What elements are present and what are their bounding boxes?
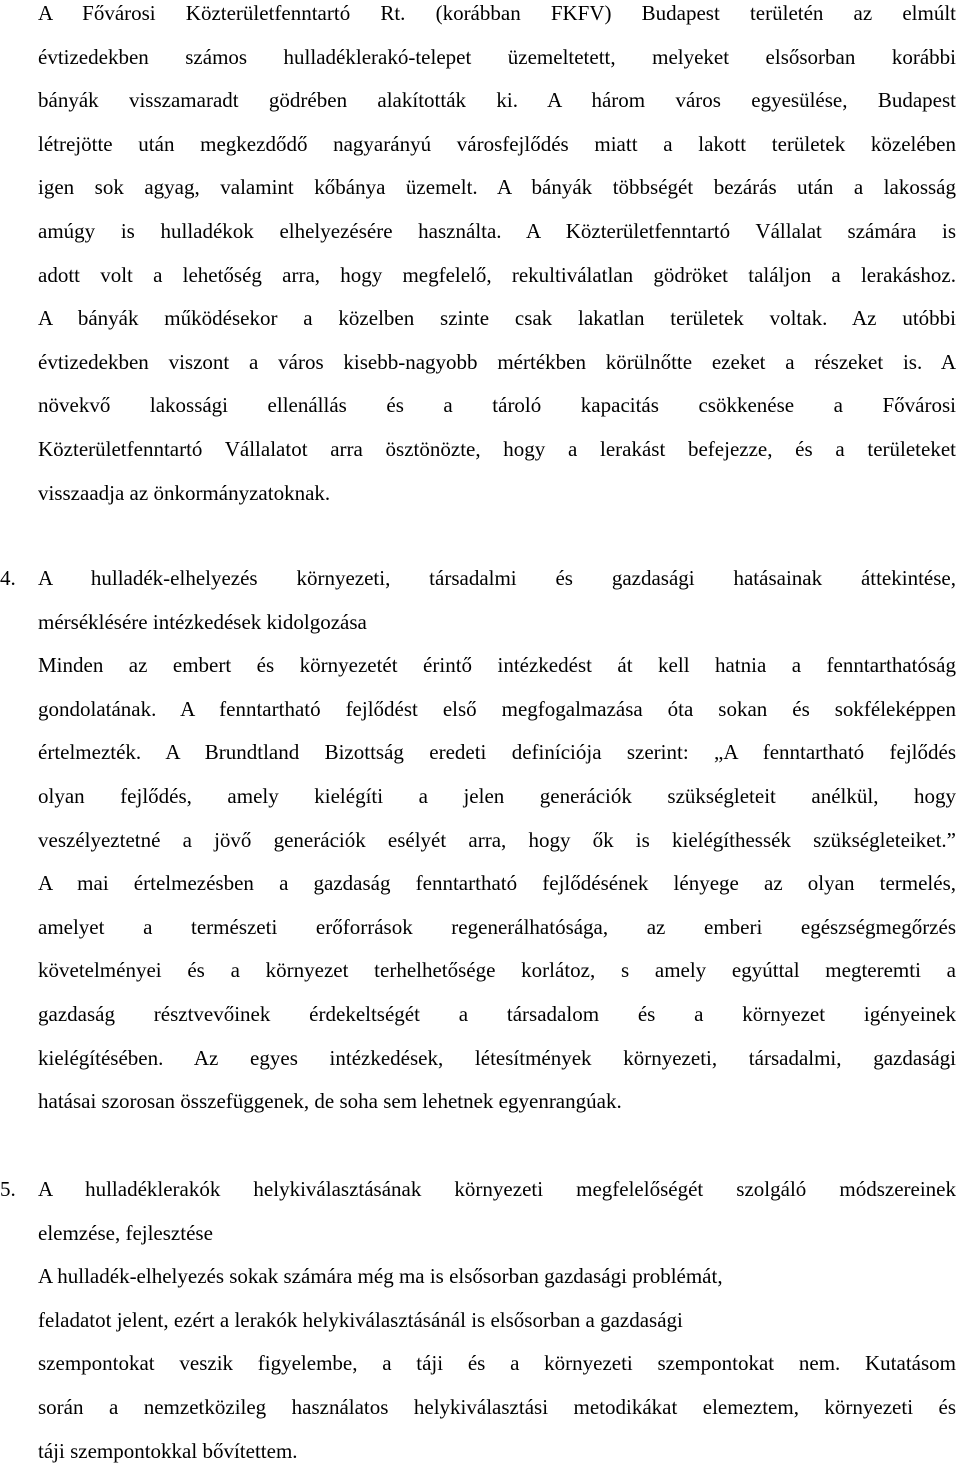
text-line: hatásai szorosan összefüggenek, de soha sem lehetnek egyenrangúak. <box>38 1089 622 1114</box>
text-line: követelményei és a környezet terhelhetősége korlátoz, s amely egyúttal megteremti a <box>38 958 956 983</box>
text-line: adott volt a lehetőség arra, hogy megfelelő, rekultiválatlan gödröket találjon a lerakáshoz. <box>38 262 956 287</box>
text-line: olyan fejlődés, amely kielégíti a jelen generációk szükségleteit anélkül, hogy <box>38 783 956 808</box>
section-heading <box>0 557 956 644</box>
text-line: növekvő lakossági ellenállás és a tároló kapacitás csökkenése a Fővárosi <box>38 393 956 418</box>
heading-line: mérséklésére intézkedések kidolgozása <box>38 609 367 634</box>
text-line: létrejötte után megkezdődő nagyarányú városfejlődés miatt a lakott területek közelében <box>38 131 956 156</box>
text-line: bányák visszamaradt gödrében alakították ki. A három város egyesülése, Budapest <box>38 88 956 113</box>
heading-line: elemzése, fejlesztése <box>38 1220 213 1245</box>
text-line: amelyet a természeti erőforrások regenerálhatósága, az emberi egészségmegőrzés <box>38 914 956 939</box>
text-line: kielégítésében. Az egyes intézkedések, létesítmények környezeti, társadalmi, gazdasági <box>38 1045 956 1070</box>
section-4 <box>0 557 956 1124</box>
text-line: veszélyeztetné a jövő generációk esélyét arra, hogy ők is kielégíthessék szükségleteiket.” <box>38 827 956 852</box>
text-line: Közterületfenntartó Vállalatot arra ösztönözte, hogy a lerakást befejezze, és a területeket <box>38 436 956 461</box>
text-line: évtizedekben viszont a város kisebb-nagyobb mértékben körülnőtte ezeket a részeket is. A <box>38 349 956 374</box>
text-line: során a nemzetközileg használatos helykiválasztási metodikákat elemeztem, környezeti és <box>38 1394 956 1419</box>
section-number: 4. <box>0 566 16 590</box>
text-line: szempontokat veszik figyelembe, a táji és a környezeti szempontokat nem. Kutatásom <box>38 1351 956 1376</box>
text-line: Minden az embert és környezetét érintő intézkedést át kell hatnia a fenntarthatóság <box>38 653 956 678</box>
text-line: értelmezték. A Brundtland Bizottság eredeti definíciója szerint: „A fenntartható fejlődés <box>38 740 956 765</box>
text-line: A mai értelmezésben a gazdaság fenntartható fejlődésének lényege az olyan termelés, <box>38 871 956 896</box>
intro-paragraph <box>38 0 956 515</box>
text-line: A hulladék-elhelyezés sokak számára még ma is elsősorban gazdasági problémát, <box>38 1264 723 1289</box>
section-heading <box>0 1168 956 1255</box>
text-line: gondolatának. A fenntartható fejlődést első megfogalmazása óta sokan és sokféleképpen <box>38 696 956 721</box>
text-line: évtizedekben számos hulladéklerakó-telepet üzemeltetett, melyeket elsősorban korábbi <box>38 44 956 69</box>
text-line: igen sok agyag, valamint kőbánya üzemelt. A bányák többségét bezárás után a lakosság <box>38 175 956 200</box>
text-line: A Fővárosi Közterületfenntartó Rt. (korábban FKFV) Budapest területén az elmúlt <box>38 1 956 25</box>
heading-line: A hulladéklerakók helykiválasztásának környezeti megfelelőségét szolgáló módszereinek <box>38 1177 956 1201</box>
text-line: A bányák működésekor a közelben szinte csak lakatlan területek voltak. Az utóbbi <box>38 306 956 331</box>
section-5 <box>0 1168 956 1473</box>
text-line: amúgy is hulladékok elhelyezésére használta. A Közterületfenntartó Vállalat számára is <box>38 218 956 243</box>
text-line: feladatot jelent, ezért a lerakók helykiválasztásánál is elsősorban a gazdasági <box>38 1307 683 1332</box>
section-number: 5. <box>0 1177 16 1201</box>
section-body <box>38 1255 956 1473</box>
heading-line: A hulladék-elhelyezés környezeti, társadalmi és gazdasági hatásainak áttekintése, <box>38 566 956 590</box>
text-line: táji szempontokkal bővítettem. <box>38 1438 298 1463</box>
text-line: visszaadja az önkormányzatoknak. <box>38 480 331 505</box>
section-body <box>38 644 956 1124</box>
text-line: gazdaság résztvevőinek érdekeltségét a társadalom és a környezet igényeinek <box>38 1001 956 1026</box>
